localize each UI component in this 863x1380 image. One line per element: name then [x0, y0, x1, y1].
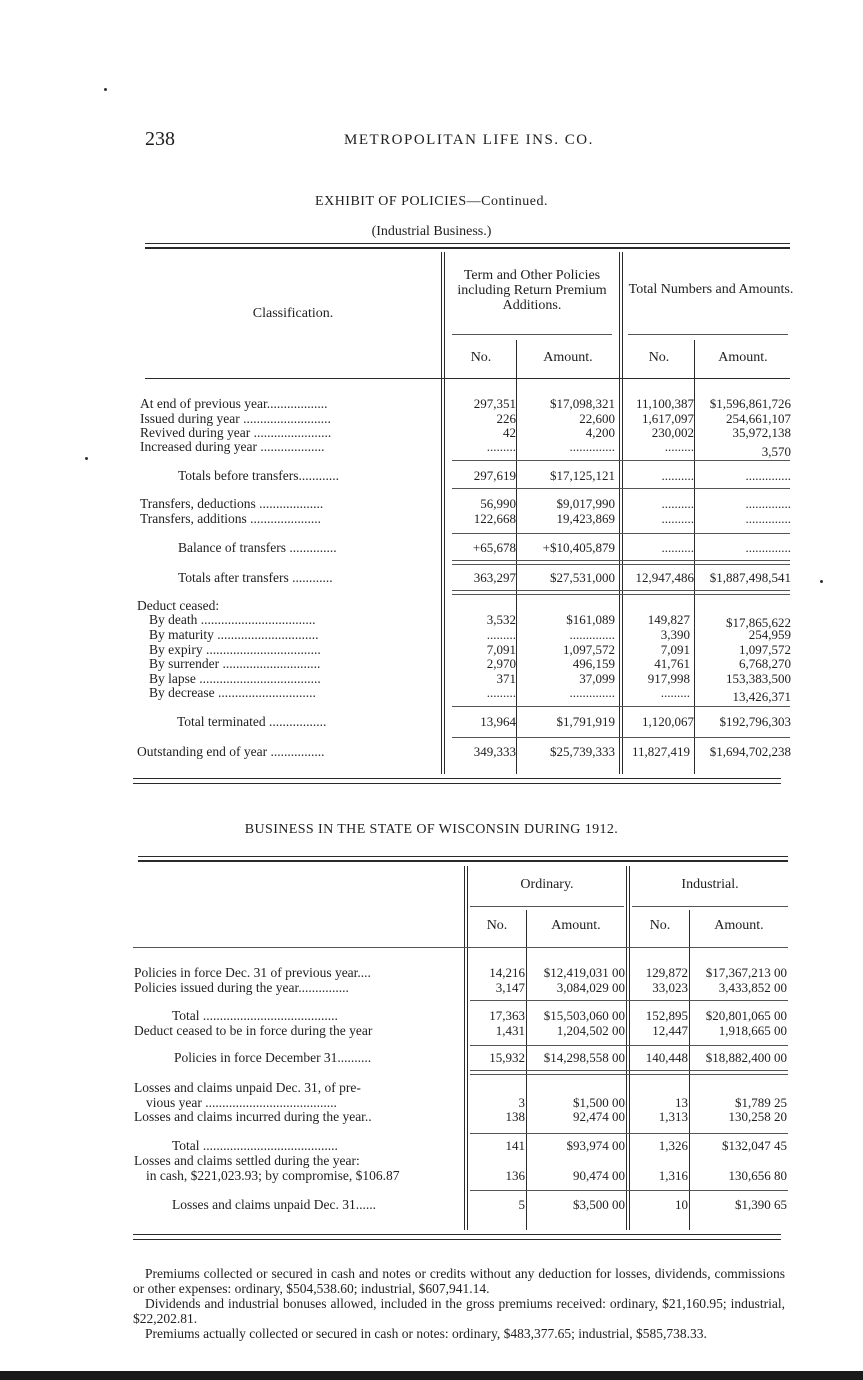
running-head: METROPOLITAN LIFE INS. CO. [344, 132, 594, 148]
exhibit-subtitle: (Industrial Business.) [371, 224, 492, 239]
term-policies-header: Term and Other Policies including Return Premium Additions. [457, 268, 607, 313]
col-no-header: No. [648, 350, 670, 365]
footnotes [133, 1266, 785, 1341]
scan-bottom-edge [0, 1371, 863, 1380]
footnote-premiums-actual: Premiums actually collected or secured in cash or notes: ordinary, $483,377.65; industrial, $585,738.33. [145, 1326, 707, 1341]
page-number: 238 [145, 128, 175, 150]
col-amount-header: Amount. [718, 350, 768, 365]
col-no-header: No. [486, 918, 508, 933]
scan-speck [820, 580, 823, 583]
col-amount-header: Amount. [543, 350, 593, 365]
scan-speck [104, 88, 107, 91]
exhibit-title: EXHIBIT OF POLICIES—Continued. [315, 194, 548, 209]
ordinary-header: Ordinary. [520, 877, 574, 892]
col-amount-header: Amount. [551, 918, 601, 933]
total-numbers-header: Total Numbers and Amounts. [628, 282, 794, 297]
footnote-premiums-collected: Premiums collected or secured in cash and notes or credits without any deduction for losses, dividends, commissions or other expenses: ordinary, $504,538.60; industrial, $607,941.14. [133, 1266, 785, 1296]
classification-header: Classification. [252, 306, 334, 321]
industrial-header: Industrial. [681, 877, 739, 892]
col-no-header: No. [649, 918, 671, 933]
wisconsin-title: BUSINESS IN THE STATE OF WISCONSIN DURING 1912. [244, 822, 619, 837]
col-no-header: No. [470, 350, 492, 365]
footnote-dividends: Dividends and industrial bonuses allowed, included in the gross premiums received: ordinary, $21,160.95; industrial, $22,202.81. [133, 1296, 785, 1326]
col-amount-header: Amount. [714, 918, 764, 933]
scan-speck [85, 457, 88, 460]
